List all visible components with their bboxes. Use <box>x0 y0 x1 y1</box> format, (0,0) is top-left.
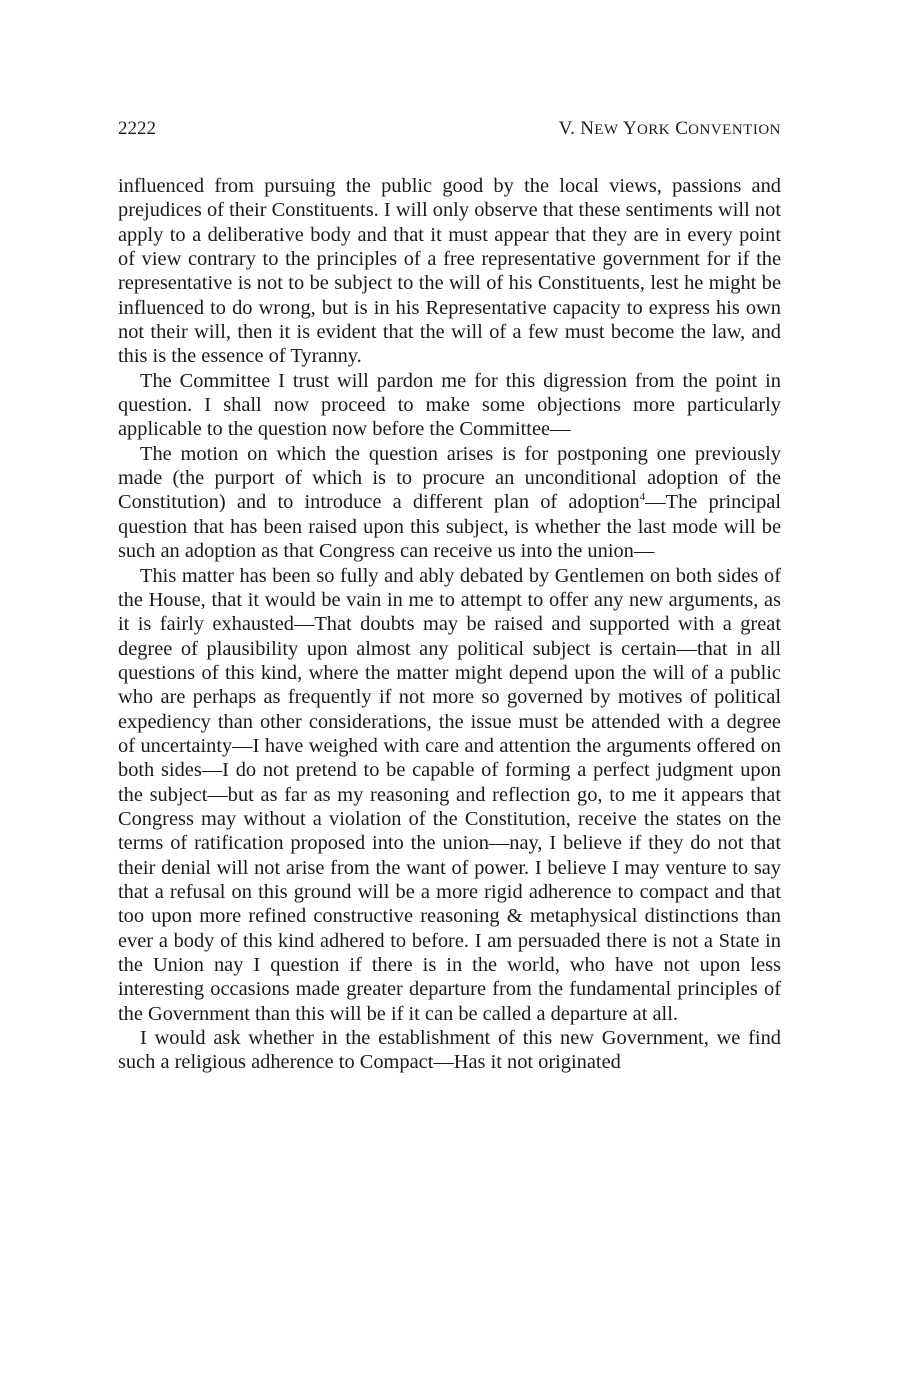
running-title-part: C <box>670 118 689 139</box>
page-number: 2222 <box>118 118 156 139</box>
running-head <box>118 118 781 146</box>
paragraph: This matter has been so fully and ably debated by Gentlemen on both sides of the House, that it would be vain in me to attempt to offer any new arguments, as it is fairly exhausted—That doubts may be raised and supported with a great degree of plausibility upon almost any political subject is certain—that in all questions of this kind, where the matter might depend upon the will of a public who are perhaps as frequently if not more so governed by motives of political expediency than other considerations, the issue must be attended with a degree of uncertainty—I have weighed with care and attention the arguments offered on both sides—I do not pretend to be capable of forming a perfect judgment upon the subject—but as far as my reasoning and reflection go, to me it appears that Congress may without a violation of the Constitution, receive the states on the terms of ratification proposed into the union—nay, I believe if they do not that their denial will not arise from the want of power. I believe I may venture to say that a refusal on this ground will be a more rigid adherence to compact and that too upon more refined constructive reasoning & metaphysical distinctions than ever a body of this kind adhered to before. I am persuaded there is not a State in the Union nay I question if there is in the world, who have not upon less interesting occasions made greater departure from the fundamental principles of the Government than this will be if it can be called a departure at all. <box>118 564 781 1025</box>
paragraph-with-note <box>118 442 781 564</box>
running-title-part: Y <box>618 118 637 139</box>
paragraph-text: The motion on which the question arises is for postponing one previously made (the purport of which is to procure an unconditional adoption of the Constitution) and to introduce a different plan of adoption <box>118 442 781 514</box>
body-text <box>118 174 781 1075</box>
running-title-smallcaps: EW <box>594 122 619 138</box>
book-page <box>118 118 781 1075</box>
running-title-smallcaps: ONVENTION <box>688 122 781 138</box>
footnote-reference: 4 <box>639 491 646 504</box>
running-title-smallcaps: ORK <box>636 122 671 138</box>
running-title-part: V. N <box>558 118 595 139</box>
running-title <box>559 118 781 140</box>
paragraph: The Committee I trust will pardon me for this digression from the point in question. I shall now proceed to make some objections more particularly applicable to the question now before the Committee— <box>118 369 781 441</box>
paragraph-continued: influenced from pursuing the public good by the local views, passions and prejudices of their Constituents. I will only observe that these sentiments will not apply to a deliberative body and that it must appear that they are in every point of view contrary to the principles of a free representative government for if the representative is not to be subject to the will of his Constituents, lest he might be influenced to do wrong, but is in his Representative capacity to express his own not their will, then it is evident that the will of a few must become the law, and this is the essence of Tyranny. <box>118 175 781 368</box>
paragraph: I would ask whether in the establishment of this new Government, we find such a religious adherence to Compact—Has it not originated <box>118 1027 781 1074</box>
paragraph-text: —The principal question that has been raised upon this subject, is whether the last mode will be such an adoption as that Congress can receive us into the union— <box>118 491 781 563</box>
